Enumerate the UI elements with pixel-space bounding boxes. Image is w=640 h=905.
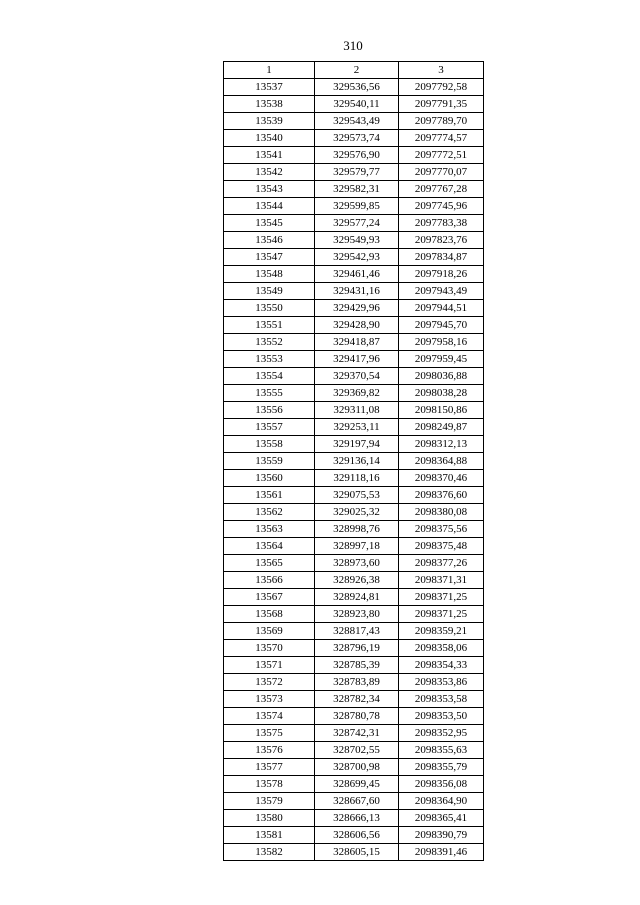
- y-coordinate-cell: 2098364,90: [399, 793, 484, 810]
- point-number-cell: 13556: [224, 402, 315, 419]
- table-row: [224, 368, 484, 385]
- table-row: [224, 147, 484, 164]
- y-coordinate-cell: 2097789,70: [399, 113, 484, 130]
- y-coordinate-cell: 2098356,08: [399, 776, 484, 793]
- point-number-cell: 13539: [224, 113, 315, 130]
- table-row: [224, 674, 484, 691]
- point-number-cell: 13543: [224, 181, 315, 198]
- point-number-cell: 13547: [224, 249, 315, 266]
- table-row: [224, 776, 484, 793]
- table-row: [224, 334, 484, 351]
- table-row: [224, 249, 484, 266]
- table-row: [224, 419, 484, 436]
- x-coordinate-cell: 328926,38: [315, 572, 399, 589]
- table-row: [224, 572, 484, 589]
- y-coordinate-cell: 2098390,79: [399, 827, 484, 844]
- x-coordinate-cell: 328782,34: [315, 691, 399, 708]
- point-number-cell: 13544: [224, 198, 315, 215]
- table-row: [224, 725, 484, 742]
- table-row: [224, 844, 484, 861]
- table-row: [224, 487, 484, 504]
- y-coordinate-cell: 2098375,56: [399, 521, 484, 538]
- point-number-cell: 13567: [224, 589, 315, 606]
- y-coordinate-cell: 2098371,25: [399, 606, 484, 623]
- table-row: [224, 351, 484, 368]
- point-number-cell: 13542: [224, 164, 315, 181]
- y-coordinate-cell: 2097943,49: [399, 283, 484, 300]
- point-number-cell: 13550: [224, 300, 315, 317]
- x-coordinate-cell: 329599,85: [315, 198, 399, 215]
- y-coordinate-cell: 2097958,16: [399, 334, 484, 351]
- point-number-cell: 13571: [224, 657, 315, 674]
- table-row: [224, 79, 484, 96]
- y-coordinate-cell: 2098380,08: [399, 504, 484, 521]
- x-coordinate-cell: 329542,93: [315, 249, 399, 266]
- y-coordinate-cell: 2098249,87: [399, 419, 484, 436]
- x-coordinate-cell: 328998,76: [315, 521, 399, 538]
- y-coordinate-cell: 2098355,79: [399, 759, 484, 776]
- x-coordinate-cell: 329582,31: [315, 181, 399, 198]
- point-number-cell: 13555: [224, 385, 315, 402]
- point-number-cell: 13573: [224, 691, 315, 708]
- y-coordinate-cell: 2097959,45: [399, 351, 484, 368]
- x-coordinate-cell: 328796,19: [315, 640, 399, 657]
- x-coordinate-cell: 329540,11: [315, 96, 399, 113]
- y-coordinate-cell: 2098038,28: [399, 385, 484, 402]
- point-number-cell: 13574: [224, 708, 315, 725]
- y-coordinate-cell: 2098353,50: [399, 708, 484, 725]
- table-row: [224, 640, 484, 657]
- table-row: [224, 181, 484, 198]
- coordinates-table: [223, 61, 484, 861]
- y-coordinate-cell: 2098375,48: [399, 538, 484, 555]
- y-coordinate-cell: 2097823,76: [399, 232, 484, 249]
- point-number-cell: 13581: [224, 827, 315, 844]
- x-coordinate-cell: 328973,60: [315, 555, 399, 572]
- y-coordinate-cell: 2098353,58: [399, 691, 484, 708]
- point-number-cell: 13538: [224, 96, 315, 113]
- table-row: [224, 96, 484, 113]
- table-row: [224, 402, 484, 419]
- point-number-cell: 13569: [224, 623, 315, 640]
- y-coordinate-cell: 2097792,58: [399, 79, 484, 96]
- page-number: 310: [343, 38, 363, 53]
- x-coordinate-cell: 328783,89: [315, 674, 399, 691]
- x-coordinate-cell: 329197,94: [315, 436, 399, 453]
- point-number-cell: 13565: [224, 555, 315, 572]
- table-row: [224, 793, 484, 810]
- y-coordinate-cell: 2097772,51: [399, 147, 484, 164]
- table-header: [224, 62, 484, 79]
- point-number-cell: 13570: [224, 640, 315, 657]
- point-number-cell: 13559: [224, 453, 315, 470]
- x-coordinate-cell: 329536,56: [315, 79, 399, 96]
- y-coordinate-cell: 2097745,96: [399, 198, 484, 215]
- header-row: [224, 62, 484, 79]
- point-number-cell: 13541: [224, 147, 315, 164]
- y-coordinate-cell: 2098371,31: [399, 572, 484, 589]
- y-coordinate-cell: 2098391,46: [399, 844, 484, 861]
- table-row: [224, 589, 484, 606]
- point-number-cell: 13580: [224, 810, 315, 827]
- table-row: [224, 504, 484, 521]
- x-coordinate-cell: 328699,45: [315, 776, 399, 793]
- point-number-cell: 13577: [224, 759, 315, 776]
- x-coordinate-cell: 329461,46: [315, 266, 399, 283]
- point-number-cell: 13554: [224, 368, 315, 385]
- x-coordinate-cell: 329253,11: [315, 419, 399, 436]
- y-coordinate-cell: 2098354,33: [399, 657, 484, 674]
- table-row: [224, 470, 484, 487]
- x-coordinate-cell: 328702,55: [315, 742, 399, 759]
- y-coordinate-cell: 2097767,28: [399, 181, 484, 198]
- table-row: [224, 810, 484, 827]
- y-coordinate-cell: 2097944,51: [399, 300, 484, 317]
- x-coordinate-cell: 329311,08: [315, 402, 399, 419]
- x-coordinate-cell: 328666,13: [315, 810, 399, 827]
- column-header-3: 3: [399, 62, 484, 79]
- x-coordinate-cell: 329370,54: [315, 368, 399, 385]
- y-coordinate-cell: 2098370,46: [399, 470, 484, 487]
- table-row: [224, 827, 484, 844]
- point-number-cell: 13546: [224, 232, 315, 249]
- y-coordinate-cell: 2098312,13: [399, 436, 484, 453]
- y-coordinate-cell: 2097774,57: [399, 130, 484, 147]
- x-coordinate-cell: 329431,16: [315, 283, 399, 300]
- point-number-cell: 13560: [224, 470, 315, 487]
- table-body: [224, 79, 484, 861]
- x-coordinate-cell: 328817,43: [315, 623, 399, 640]
- point-number-cell: 13548: [224, 266, 315, 283]
- y-coordinate-cell: 2097791,35: [399, 96, 484, 113]
- x-coordinate-cell: 329577,24: [315, 215, 399, 232]
- point-number-cell: 13553: [224, 351, 315, 368]
- x-coordinate-cell: 328605,15: [315, 844, 399, 861]
- y-coordinate-cell: 2098365,41: [399, 810, 484, 827]
- x-coordinate-cell: 328667,60: [315, 793, 399, 810]
- x-coordinate-cell: 329543,49: [315, 113, 399, 130]
- table-row: [224, 266, 484, 283]
- table-row: [224, 521, 484, 538]
- x-coordinate-cell: 328785,39: [315, 657, 399, 674]
- x-coordinate-cell: 328700,98: [315, 759, 399, 776]
- table-row: [224, 232, 484, 249]
- table-row: [224, 708, 484, 725]
- x-coordinate-cell: 328997,18: [315, 538, 399, 555]
- table-row: [224, 538, 484, 555]
- point-number-cell: 13552: [224, 334, 315, 351]
- column-header-1: 1: [224, 62, 315, 79]
- table-row: [224, 215, 484, 232]
- table-row: [224, 606, 484, 623]
- y-coordinate-cell: 2098377,26: [399, 555, 484, 572]
- y-coordinate-cell: 2098150,86: [399, 402, 484, 419]
- point-number-cell: 13557: [224, 419, 315, 436]
- point-number-cell: 13540: [224, 130, 315, 147]
- y-coordinate-cell: 2097945,70: [399, 317, 484, 334]
- y-coordinate-cell: 2098364,88: [399, 453, 484, 470]
- column-header-2: 2: [315, 62, 399, 79]
- table-row: [224, 742, 484, 759]
- x-coordinate-cell: 329428,90: [315, 317, 399, 334]
- point-number-cell: 13551: [224, 317, 315, 334]
- point-number-cell: 13545: [224, 215, 315, 232]
- x-coordinate-cell: 329417,96: [315, 351, 399, 368]
- point-number-cell: 13558: [224, 436, 315, 453]
- x-coordinate-cell: 329369,82: [315, 385, 399, 402]
- point-number-cell: 13582: [224, 844, 315, 861]
- point-number-cell: 13561: [224, 487, 315, 504]
- y-coordinate-cell: 2098355,63: [399, 742, 484, 759]
- x-coordinate-cell: 329579,77: [315, 164, 399, 181]
- y-coordinate-cell: 2098358,06: [399, 640, 484, 657]
- point-number-cell: 13564: [224, 538, 315, 555]
- y-coordinate-cell: 2097783,38: [399, 215, 484, 232]
- table-row: [224, 691, 484, 708]
- table-row: [224, 759, 484, 776]
- point-number-cell: 13572: [224, 674, 315, 691]
- y-coordinate-cell: 2098036,88: [399, 368, 484, 385]
- point-number-cell: 13568: [224, 606, 315, 623]
- x-coordinate-cell: 328742,31: [315, 725, 399, 742]
- point-number-cell: 13562: [224, 504, 315, 521]
- point-number-cell: 13578: [224, 776, 315, 793]
- table-row: [224, 164, 484, 181]
- x-coordinate-cell: 329136,14: [315, 453, 399, 470]
- x-coordinate-cell: 329429,96: [315, 300, 399, 317]
- x-coordinate-cell: 329025,32: [315, 504, 399, 521]
- table-row: [224, 623, 484, 640]
- x-coordinate-cell: 329573,74: [315, 130, 399, 147]
- point-number-cell: 13575: [224, 725, 315, 742]
- y-coordinate-cell: 2098352,95: [399, 725, 484, 742]
- table-row: [224, 453, 484, 470]
- table-row: [224, 657, 484, 674]
- table-row: [224, 283, 484, 300]
- y-coordinate-cell: 2097918,26: [399, 266, 484, 283]
- table-row: [224, 555, 484, 572]
- table-row: [224, 385, 484, 402]
- x-coordinate-cell: 328924,81: [315, 589, 399, 606]
- point-number-cell: 13576: [224, 742, 315, 759]
- x-coordinate-cell: 328923,80: [315, 606, 399, 623]
- table-row: [224, 300, 484, 317]
- y-coordinate-cell: 2098371,25: [399, 589, 484, 606]
- x-coordinate-cell: 329576,90: [315, 147, 399, 164]
- table-row: [224, 317, 484, 334]
- point-number-cell: 13563: [224, 521, 315, 538]
- point-number-cell: 13579: [224, 793, 315, 810]
- table-row: [224, 198, 484, 215]
- x-coordinate-cell: 329418,87: [315, 334, 399, 351]
- y-coordinate-cell: 2098376,60: [399, 487, 484, 504]
- x-coordinate-cell: 329549,93: [315, 232, 399, 249]
- x-coordinate-cell: 329118,16: [315, 470, 399, 487]
- y-coordinate-cell: 2097770,07: [399, 164, 484, 181]
- x-coordinate-cell: 328606,56: [315, 827, 399, 844]
- y-coordinate-cell: 2097834,87: [399, 249, 484, 266]
- x-coordinate-cell: 328780,78: [315, 708, 399, 725]
- table-row: [224, 130, 484, 147]
- x-coordinate-cell: 329075,53: [315, 487, 399, 504]
- y-coordinate-cell: 2098353,86: [399, 674, 484, 691]
- point-number-cell: 13566: [224, 572, 315, 589]
- point-number-cell: 13537: [224, 79, 315, 96]
- table-row: [224, 113, 484, 130]
- y-coordinate-cell: 2098359,21: [399, 623, 484, 640]
- table-row: [224, 436, 484, 453]
- point-number-cell: 13549: [224, 283, 315, 300]
